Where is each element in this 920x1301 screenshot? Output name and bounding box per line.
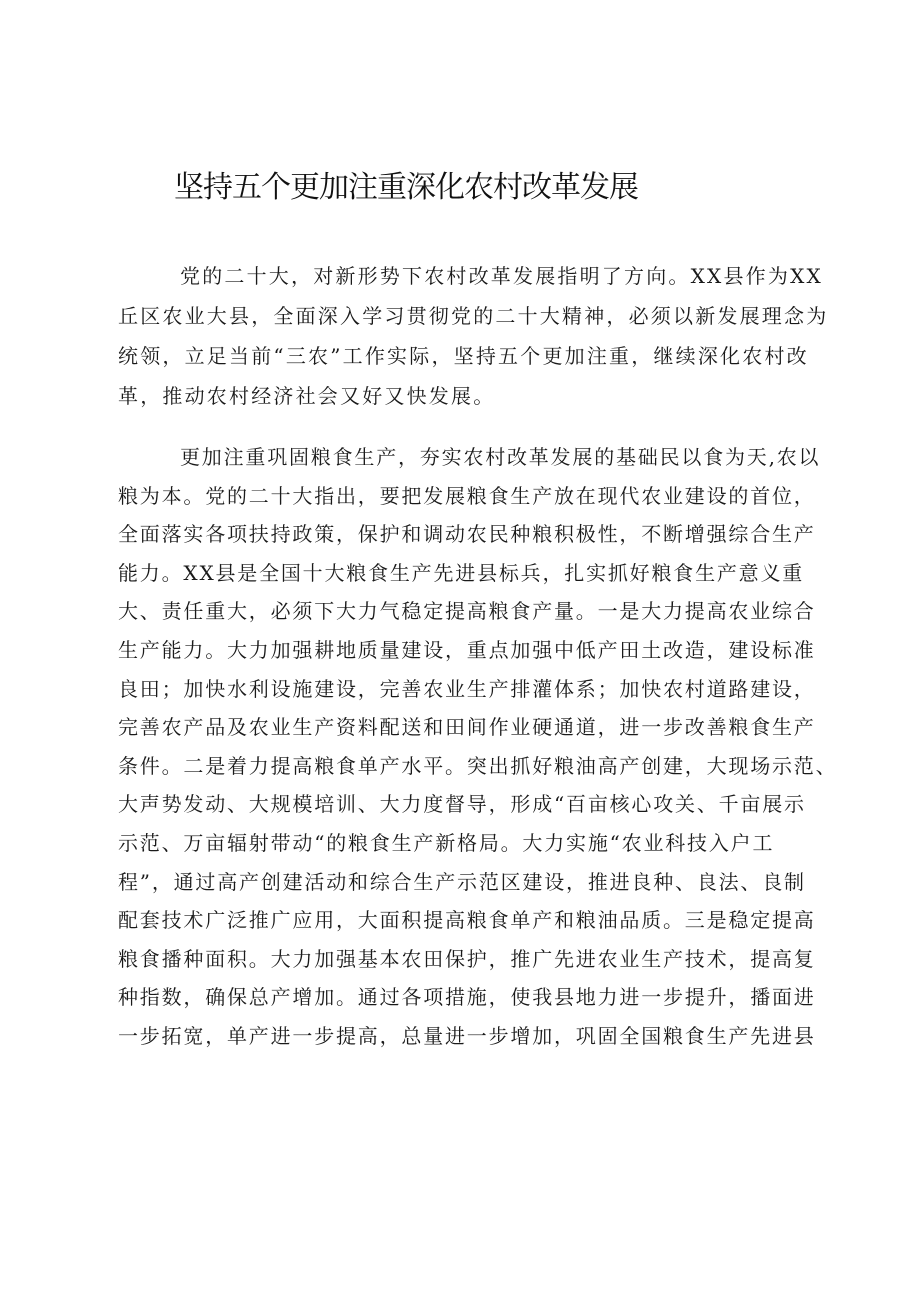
paragraph-line: 程”，通过高产创建活动和综合生产示范区建设，推进良种、良法、良制 xyxy=(118,869,806,894)
paragraph-line: 示范、万亩辐射带动“的粮食生产新格局。大力实施“农业科技入户工 xyxy=(118,830,775,855)
paragraph-line: 革，推动农村经济社会又好又快发展。 xyxy=(118,384,496,408)
paragraph-line: 能力。XX县是全国十大粮食生产先进县标兵，扎实抓好粮食生产意义重 xyxy=(118,560,805,585)
document-title: 坚持五个更加注重深化农村改革发展 xyxy=(174,170,638,205)
paragraph-line: 大、责任重大，必须下大力气稳定提高粮食产量。一是大力提高农业综合 xyxy=(118,599,816,624)
paragraph-line: 种指数，确保总产增加。通过各项措施，使我县地力进一步提升，播面进 xyxy=(118,985,816,1010)
paragraph-line: 配套技术广泛推广应用，大面积提高粮食单产和粮油品质。三是稳定提高 xyxy=(118,908,816,933)
paragraph-line: 统领，立足当前“三农”工作实际，坚持五个更加注重，继续深化农村改 xyxy=(118,344,809,368)
paragraph-line: 粮食播种面积。大力加强基本农田保护，推广先进农业生产技术，提高复 xyxy=(118,946,816,971)
paragraph-line: 一步拓宽，单产进一步提高，总量进一步增加，巩固全国粮食生产先进县 xyxy=(118,1023,816,1048)
paragraph-line: 条件。二是着力提高粮食单产水平。突出抓好粮油高产创建，大现场示范、 xyxy=(118,753,838,778)
paragraph-line: 大声势发动、大规模培训、大力度督导，形成“百亩核心攻关、千亩展示 xyxy=(118,792,806,817)
paragraph-line: 良田；加快水利设施建设，完善农业生产排灌体系；加快农村道路建设， xyxy=(118,676,816,701)
paragraph-line: 丘区农业大县，全面深入学习贯彻党的二十大精神，必须以新发展理念为 xyxy=(118,304,829,328)
paragraph-line: 更加注重巩固粮食生产，夯实农村改革发展的基础民以食为天,农以 xyxy=(180,445,821,469)
paragraph-line: 生产能力。大力加强耕地质量建设，重点加强中低产田土改造，建设标准 xyxy=(118,637,816,662)
paragraph-line: 全面落实各项扶持政策，保护和调动农民种粮积极性，不断增强综合生产 xyxy=(118,522,816,547)
paragraph-line: 党的二十大，对新形势下农村改革发展指明了方向。XX县作为XX xyxy=(180,264,823,288)
paragraph-1 xyxy=(118,256,838,416)
paragraph-2 xyxy=(118,438,838,1056)
paragraph-line: 完善农产品及农业生产资料配送和田间作业硬通道，进一步改善粮食生产 xyxy=(118,715,816,740)
paragraph-line: 粮为本。党的二十大指出，要把发展粮食生产放在现代农业建设的首位， xyxy=(118,483,816,508)
